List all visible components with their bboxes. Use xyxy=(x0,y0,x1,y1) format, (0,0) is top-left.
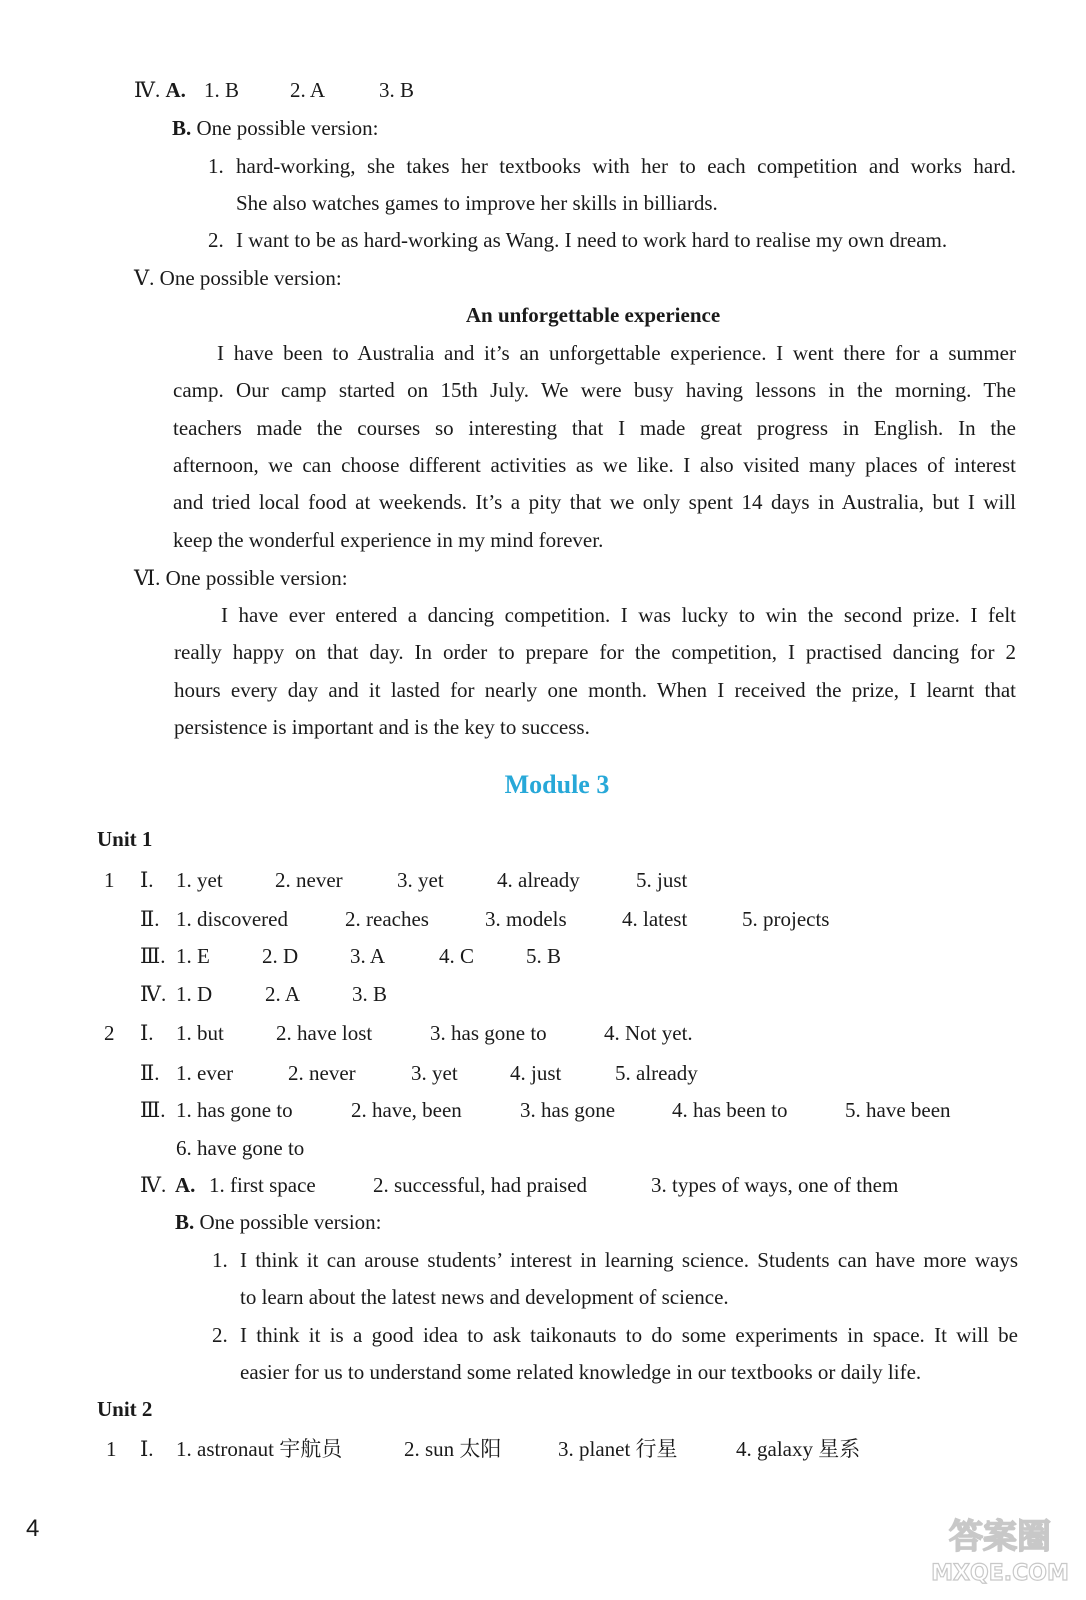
iv-b-intro xyxy=(175,1208,382,1236)
paragraph-line: persistence is important and is the key to success. xyxy=(174,715,590,739)
answer: 4. Not yet. xyxy=(604,1021,693,1045)
paragraph-line: I want to be as hard-working as Wang. I need to work hard to realise my own dream. xyxy=(236,228,948,252)
answer: 4. galaxy 星系 xyxy=(736,1437,861,1461)
section-number: 2 xyxy=(104,1021,115,1045)
roman-label: Ⅳ. xyxy=(140,1173,167,1197)
answer: 5. have been xyxy=(845,1098,951,1122)
roman-label: Ⅱ. xyxy=(140,1061,160,1085)
part-a-label: A. xyxy=(165,78,186,102)
intro-text: One possible version: xyxy=(165,566,348,590)
roman-label: Ⅰ. xyxy=(140,1021,154,1045)
answer: 1. B xyxy=(204,78,240,102)
answer: 3. planet 行星 xyxy=(558,1437,678,1461)
answer: 2. sun 太阳 xyxy=(404,1437,502,1461)
answer: 1. has gone to xyxy=(176,1098,293,1122)
answer: 4. latest xyxy=(622,907,688,931)
answer: 3. yet xyxy=(411,1061,458,1085)
answer: 3. has gone to xyxy=(430,1021,547,1045)
intro-text: One possible version: xyxy=(196,116,379,140)
paragraph-line: I have been to Australia and it’s an unforgettable experience. I went there for a summer xyxy=(217,341,1016,365)
answer: 4. has been to xyxy=(672,1098,788,1122)
intro-text: One possible version: xyxy=(159,266,342,290)
paragraph-line: teachers made the courses so interesting that I made great progress in English. In the xyxy=(173,416,1016,440)
watermark-logo xyxy=(930,1508,1070,1588)
answer: 3. B xyxy=(352,982,388,1006)
answer: 2. have lost xyxy=(276,1021,373,1045)
answer: 2. D xyxy=(262,944,299,968)
module-title: Module 3 xyxy=(504,770,610,799)
paragraph-line: I have ever entered a dancing competition. I was lucky to win the second prize. I felt xyxy=(221,603,1016,627)
paragraph-line: to learn about the latest news and development of science. xyxy=(240,1285,729,1309)
answer: 1. but xyxy=(176,1021,224,1045)
answer: 1. E xyxy=(176,944,210,968)
roman-label: Ⅲ. xyxy=(140,944,166,968)
unit-title: Unit 2 xyxy=(97,1397,153,1421)
item-number: 1. xyxy=(212,1248,228,1272)
paragraph-line: I think it can arouse students’ interest in learning science. Students can have more ways xyxy=(240,1248,1018,1272)
answer: 3. has gone xyxy=(520,1098,616,1122)
answer: 2. A xyxy=(290,78,326,102)
part-b-label: B. xyxy=(172,116,192,140)
section-number: 1 xyxy=(106,1437,117,1461)
answer: 2. reaches xyxy=(345,907,429,931)
top-iv-row xyxy=(134,76,186,104)
answer: 6. have gone to xyxy=(176,1136,305,1160)
answer: 1. yet xyxy=(176,868,223,892)
paragraph-line: I think it is a good idea to ask taikonauts to do some experiments in space. It will be xyxy=(240,1323,1018,1347)
answer: 1. D xyxy=(176,982,213,1006)
answer: 3. A xyxy=(350,944,386,968)
answer: 3. types of ways, one of them xyxy=(651,1173,899,1197)
item-number: 2. xyxy=(208,228,224,252)
answer: 4. already xyxy=(497,868,580,892)
answer: 5. just xyxy=(636,868,688,892)
roman-label: Ⅱ. xyxy=(140,907,160,931)
paragraph-line: hours every day and it lasted for nearly one month. When I received the prize, I learnt that xyxy=(174,678,1016,702)
top-v-intro xyxy=(134,264,342,292)
paragraph-line: easier for us to understand some related knowledge in our textbooks or daily life. xyxy=(240,1360,922,1384)
answer: 1. first space xyxy=(209,1173,316,1197)
roman-label: Ⅰ. xyxy=(140,1437,154,1461)
item-number: 1. xyxy=(208,154,224,178)
part-a-label: A. xyxy=(175,1173,196,1197)
essay-title: An unforgettable experience xyxy=(465,303,721,327)
answer: 3. models xyxy=(485,907,567,931)
answer: 2. never xyxy=(275,868,343,892)
watermark-text-url: MXQE.COM xyxy=(931,1561,1069,1586)
answer: 4. C xyxy=(439,944,475,968)
roman-label: Ⅵ. xyxy=(134,566,161,590)
roman-label: Ⅳ. xyxy=(134,78,161,102)
answer: 2. have, been xyxy=(351,1098,462,1122)
roman-label: Ⅴ. xyxy=(134,266,155,290)
paragraph-line: keep the wonderful experience in my mind forever. xyxy=(173,528,604,552)
answer: 2. A xyxy=(265,982,301,1006)
watermark-text-cn: 答案圈 xyxy=(949,1517,1051,1557)
answer: 5. B xyxy=(526,944,562,968)
answer: 4. just xyxy=(510,1061,562,1085)
roman-label: Ⅳ. xyxy=(140,982,167,1006)
paragraph-line: afternoon, we can choose different activities as we like. I also visited many places of interest xyxy=(173,453,1016,477)
part-b-label: B. xyxy=(175,1210,195,1234)
answer: 2. never xyxy=(288,1061,356,1085)
item-number: 2. xyxy=(212,1323,228,1347)
answer: 2. successful, had praised xyxy=(373,1173,588,1197)
roman-label: Ⅰ. xyxy=(140,868,154,892)
answer: 1. discovered xyxy=(176,907,288,931)
answer: 1. ever xyxy=(176,1061,234,1085)
answer: 5. already xyxy=(615,1061,698,1085)
page-number: 4 xyxy=(26,1515,40,1542)
paragraph-line: and tried local food at weekends. It’s a pity that we only spent 14 days in Australia, but I will xyxy=(173,490,1016,514)
roman-label: Ⅲ. xyxy=(140,1098,166,1122)
paragraph-line: She also watches games to improve her skills in billiards. xyxy=(236,191,718,215)
intro-text: One possible version: xyxy=(199,1210,382,1234)
paragraph-line: really happy on that day. In order to prepare for the competition, I practised dancing for 2 xyxy=(174,640,1016,664)
answer: 3. yet xyxy=(397,868,444,892)
answer: 3. B xyxy=(379,78,415,102)
paragraph-line: camp. Our camp started on 15th July. We were busy having lessons in the morning. The xyxy=(173,378,1016,402)
section-number: 1 xyxy=(104,868,115,892)
answer: 1. astronaut 宇航员 xyxy=(176,1437,343,1461)
unit-title: Unit 1 xyxy=(97,827,153,851)
top-iv-b-intro xyxy=(172,114,379,142)
paragraph-line: hard-working, she takes her textbooks with her to each competition and works hard. xyxy=(236,154,1016,178)
top-vi-intro xyxy=(134,564,348,592)
answer: 5. projects xyxy=(742,907,830,931)
